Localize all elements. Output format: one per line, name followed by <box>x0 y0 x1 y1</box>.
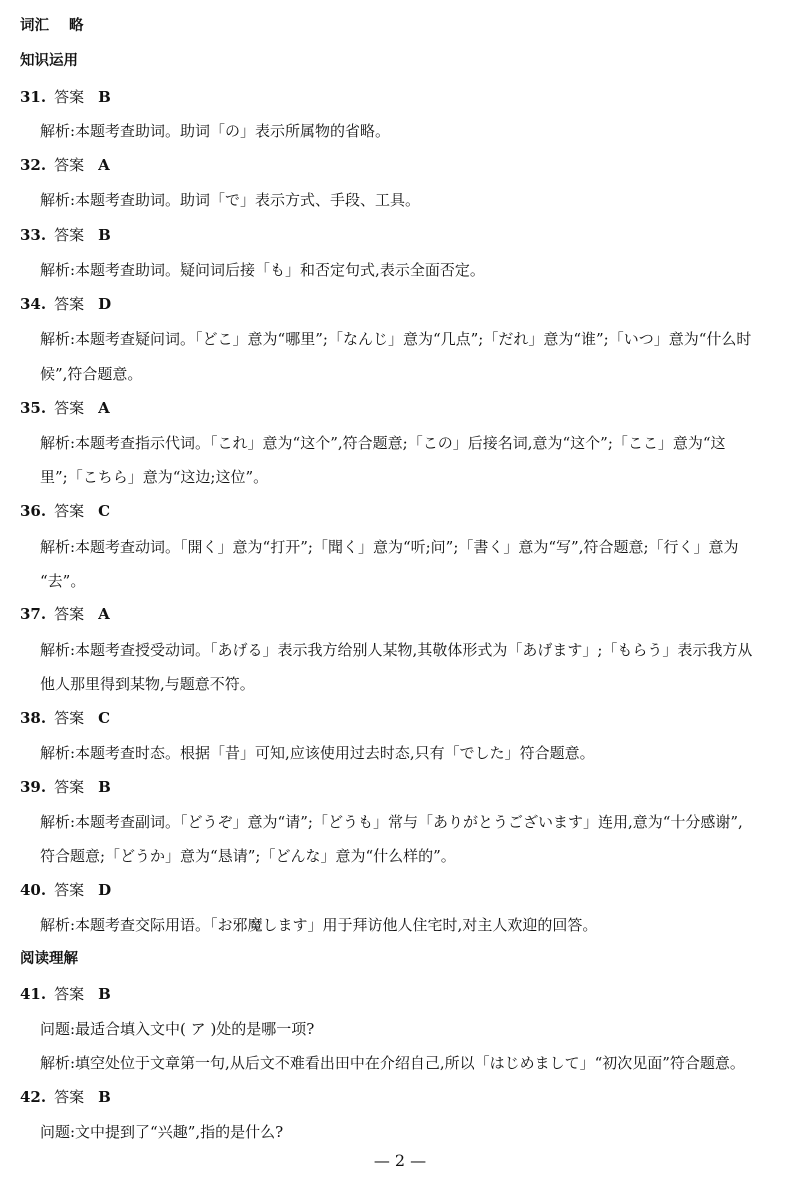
answer-row-36 <box>20 501 800 521</box>
answer-row-41 <box>20 984 800 1004</box>
answer-value: B <box>98 778 111 796</box>
explanation-39-line-2: 符合题意;「どうか」意为“恳请”;「どんな」意为“什么样的”。 <box>40 847 456 865</box>
explanation-39-line-1: 解析:本题考查副词。「どうぞ」意为“请”;「どうも」常与「ありがとうございます」连用,意为“十分感谢”, <box>40 813 743 831</box>
explanation-35-line-2: 里”;「こちら」意为“这边;这位”。 <box>40 468 269 486</box>
answer-label: 答案 <box>54 709 85 727</box>
answer-label: 答案 <box>54 399 85 417</box>
answer-row-35 <box>20 398 800 418</box>
answer-row-42 <box>20 1087 800 1107</box>
question-42: 问题:文中提到了“兴趣”,指的是什么? <box>40 1123 284 1141</box>
explanation-37-line-2: 他人那里得到某物,与题意不符。 <box>40 675 255 693</box>
answer-label: 答案 <box>54 881 85 899</box>
section-reading-heading: 阅读理解 <box>20 951 78 967</box>
question-number: 37. <box>20 605 47 623</box>
answer-label: 答案 <box>54 88 85 106</box>
answer-value: B <box>98 226 111 244</box>
question-number: 40. <box>20 881 47 899</box>
answer-value: B <box>98 985 111 1003</box>
answer-label: 答案 <box>54 1088 85 1106</box>
question-number: 34. <box>20 295 47 313</box>
explanation-35-line-1: 解析:本题考查指示代词。「これ」意为“这个”,符合题意;「この」后接名词,意为“这个”;「ここ」意为“这 <box>40 434 726 452</box>
explanation-40: 解析:本题考查交际用语。「お邪魔します」用于拜访他人住宅时,对主人欢迎的回答。 <box>40 916 598 934</box>
answer-row-37 <box>20 604 800 624</box>
answer-value: D <box>98 295 112 313</box>
answer-label: 答案 <box>54 156 85 174</box>
explanation-41: 解析:填空处位于文章第一句,从后文不难看出田中在介绍自己,所以「はじめまして」“初次见面”符合题意。 <box>40 1054 745 1072</box>
question-number: 39. <box>20 778 47 796</box>
answer-value: B <box>98 88 111 106</box>
explanation-36-line-1: 解析:本题考查动词。「開く」意为“打开”;「聞く」意为“听;问”;「書く」意为“写”,符合题意;「行く」意为 <box>40 538 739 556</box>
answer-label: 答案 <box>54 778 85 796</box>
answer-value: A <box>98 156 110 174</box>
answer-label: 答案 <box>54 226 85 244</box>
answer-row-34 <box>20 294 800 314</box>
answer-row-31 <box>20 87 800 107</box>
answer-value: C <box>98 502 111 520</box>
question-41: 问题:最适合填入文中( ア )处的是哪一项? <box>40 1020 315 1038</box>
answer-value: C <box>98 709 111 727</box>
answer-row-33 <box>20 225 800 245</box>
section-vocab <box>20 16 800 36</box>
answer-value: A <box>98 399 110 417</box>
question-number: 38. <box>20 709 47 727</box>
answer-value: B <box>98 1088 111 1106</box>
section-knowledge-heading: 知识运用 <box>20 53 78 69</box>
explanation-33: 解析:本题考查助词。疑问词后接「も」和否定句式,表示全面否定。 <box>40 261 485 279</box>
answer-label: 答案 <box>54 985 85 1003</box>
question-number: 42. <box>20 1088 47 1106</box>
section-vocab-value: 略 <box>69 18 84 34</box>
explanation-36-line-2: “去”。 <box>40 572 86 590</box>
explanation-31: 解析:本题考查助词。助词「の」表示所属物的省略。 <box>40 122 391 140</box>
answer-label: 答案 <box>54 295 85 313</box>
question-number: 35. <box>20 399 47 417</box>
explanation-37-line-1: 解析:本题考查授受动词。「あげる」表示我方给别人某物,其敬体形式为「あげます」;「もらう」表示我方从 <box>40 641 753 659</box>
explanation-34-line-2: 候”,符合题意。 <box>40 365 143 383</box>
answer-row-32 <box>20 155 800 175</box>
section-vocab-label: 词汇 <box>20 18 49 34</box>
explanation-38: 解析:本题考查时态。根据「昔」可知,应该使用过去时态,只有「でした」符合题意。 <box>40 744 595 762</box>
answer-value: A <box>98 605 110 623</box>
answer-label: 答案 <box>54 605 85 623</box>
question-number: 41. <box>20 985 47 1003</box>
explanation-32: 解析:本题考查助词。助词「で」表示方式、手段、工具。 <box>40 191 421 209</box>
question-number: 31. <box>20 88 47 106</box>
question-number: 36. <box>20 502 47 520</box>
explanation-34-line-1: 解析:本题考查疑问词。「どこ」意为“哪里”;「なんじ」意为“几点”;「だれ」意为“谁”;「いつ」意为“什么时 <box>40 330 752 348</box>
page-number: — 2 — <box>373 1151 427 1170</box>
answer-row-38 <box>20 708 800 728</box>
question-number: 33. <box>20 226 47 244</box>
answer-label: 答案 <box>54 502 85 520</box>
question-number: 32. <box>20 156 47 174</box>
answer-value: D <box>98 881 112 899</box>
answer-row-40 <box>20 880 800 900</box>
answer-row-39 <box>20 777 800 797</box>
